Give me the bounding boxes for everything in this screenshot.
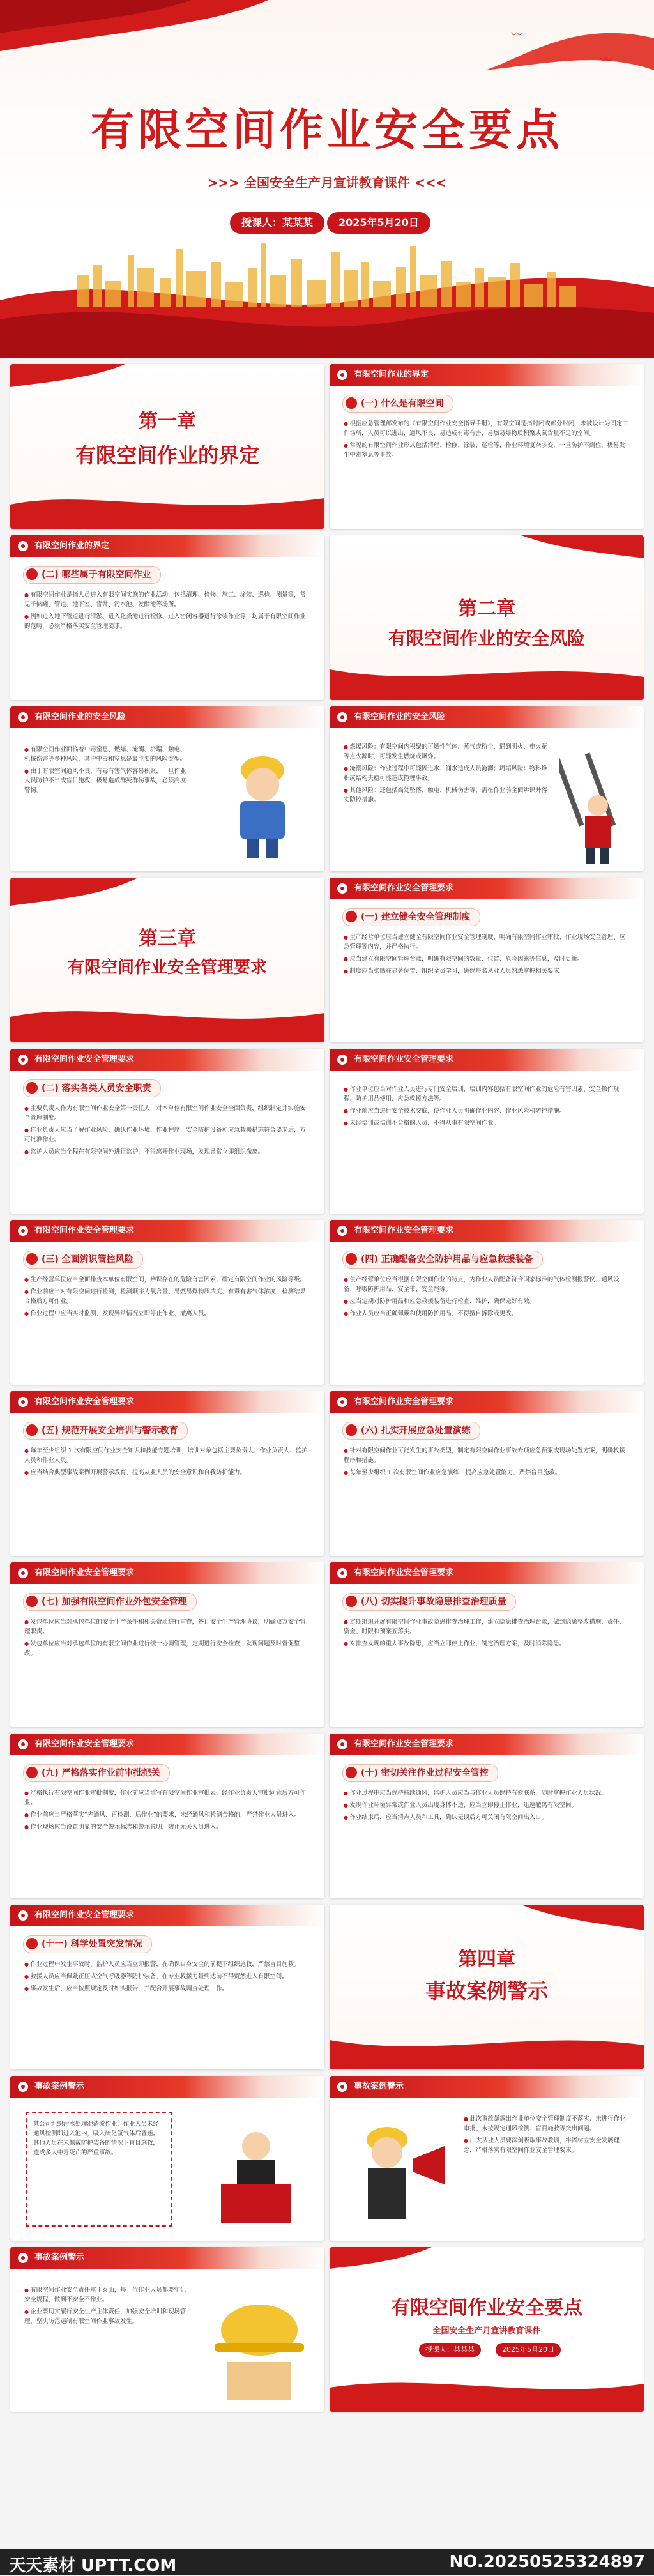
section-title-text: (十) 密切关注作业过程安全管控 xyxy=(361,1768,489,1778)
badge-icon xyxy=(337,712,347,722)
bullet-text: ● 生产经营单位应当根据有限空间作业的特点，为作业人员配备符合国家标准的气体检测报警仪、通风设备、呼吸防护用品、安全带、安全绳等。 xyxy=(344,1275,631,1294)
dot-icon xyxy=(346,1767,357,1778)
badge-icon xyxy=(18,1739,28,1749)
bullet-text: ● 其他风险：还包括高处坠落、触电、机械伤害等，需在作业前全面辨识并落实防控措施。 xyxy=(344,786,548,805)
bullet-text: ● 例如进入地下管道进行清淤、进入化粪池进行检修、进入密闭容器进行涂装作业等，均属于有限空间作业的范畴，必须严格落实安全管理要求。 xyxy=(24,612,312,631)
hero-subtitle: >>> 全国安全生产月宣讲教育课件 <<< xyxy=(207,175,447,190)
bullet-text: ● 生产经营单位应当建立健全有限空间作业安全管理制度，明确有限空间作业审批、作业现场安全管理、应急管理等内容，并严格执行。 xyxy=(344,933,631,952)
slide-header-title: 有限空间作业的界定 xyxy=(354,370,429,379)
badge-icon xyxy=(18,1226,28,1236)
section-title xyxy=(23,1079,161,1097)
section-title xyxy=(342,1764,498,1782)
slide-header xyxy=(10,1562,324,1584)
hero-cover xyxy=(0,0,654,358)
closing-slide xyxy=(330,2247,644,2412)
slide-header xyxy=(10,1391,324,1413)
badge-icon xyxy=(18,712,28,722)
section-title-text: (一) 建立健全安全管理制度 xyxy=(361,912,471,922)
section-title-text: (六) 扎实开展应急处置演练 xyxy=(361,1426,471,1436)
badge-icon xyxy=(18,1055,28,1065)
bullet-text: ● 作业现场应当设置明显的安全警示标志和警示说明，防止无关人员进入。 xyxy=(24,1822,312,1832)
chapter-2-card xyxy=(330,535,644,700)
bullet-text: ● 作业单位应当对作业人员进行专门安全培训，培训内容包括有限空间作业的危险有害因素、安全操作规程、防护用品使用、应急救援方法等。 xyxy=(344,1085,631,1104)
bullet-text: ● 应当建立有限空间管理台账，明确有限空间的数量、位置、危险因素等信息，及时更新。 xyxy=(344,954,631,964)
bullet-text: ● 燃爆风险：有限空间内积聚的可燃性气体、蒸气或粉尘，遇到明火、电火花等点火源时，可能发生燃烧或爆炸。 xyxy=(344,742,548,761)
badge-icon xyxy=(337,370,347,380)
worker-ladder-illustration xyxy=(559,745,636,866)
slide-body xyxy=(344,1788,631,1825)
speaker-badge: 授课人：某某某 xyxy=(230,212,324,234)
section-title xyxy=(23,1251,143,1269)
bullet-text: ● 广大从业人员要深刻吸取事故教训，牢固树立安全发展理念，严格落实有限空间作业安全管理要求。 xyxy=(464,2136,630,2155)
slide-header xyxy=(330,2076,644,2098)
slide-header xyxy=(10,706,324,728)
slide-body xyxy=(344,933,631,979)
watermark-bar xyxy=(0,2549,654,2575)
city-skyline xyxy=(0,230,654,307)
slide-1 xyxy=(330,364,644,529)
slide-header-title: 有限空间作业的安全风险 xyxy=(34,712,126,722)
section-title-text: (一) 什么是有限空间 xyxy=(361,399,444,409)
bullet-text: ● 监护人员应当全程在有限空间外进行监护，不得离开作业现场，发现异常立即组织撤离。 xyxy=(24,1147,312,1157)
badge-icon xyxy=(18,541,28,551)
slide-14 xyxy=(10,1734,324,1898)
slide-body xyxy=(24,1960,312,1996)
dot-icon xyxy=(26,1253,38,1265)
slide-header xyxy=(10,1905,324,1926)
slide-header-title: 有限空间作业安全管理要求 xyxy=(34,1739,135,1749)
badge-icon xyxy=(337,2082,347,2092)
chapter-title: 有限空间作业的界定 xyxy=(75,443,259,468)
slide-body xyxy=(344,419,631,462)
slide-header-title: 有限空间作业安全管理要求 xyxy=(34,1397,135,1406)
section-title-text: (七) 加强有限空间作业外包安全管理 xyxy=(42,1597,187,1607)
slide-header xyxy=(10,2247,324,2269)
bullet-text: ● 发包单位应当对承包单位的有限空间作业进行统一协调管理，定期进行安全检查，发现问题及时督促整改。 xyxy=(24,1639,312,1658)
slide-3 xyxy=(10,706,324,871)
slide-header-title: 有限空间作业安全管理要求 xyxy=(354,1739,454,1749)
dot-icon xyxy=(26,1938,38,1949)
slide-4 xyxy=(330,706,644,871)
chapter-number: 第二章 xyxy=(458,598,515,620)
slide-17 xyxy=(10,2076,324,2241)
bullet-text: ● 每年至少组织 1 次有限空间作业安全知识和技能专题培训，培训对象包括主要负责人、作业负责人、监护人员和作业人员。 xyxy=(24,1446,312,1465)
slide-header xyxy=(330,1049,644,1071)
bullet-text: ● 应当定期对防护用品和应急救援装备进行检查、维护，确保完好有效。 xyxy=(344,1297,631,1306)
slide-header-title: 有限空间作业安全管理要求 xyxy=(34,1055,135,1064)
bullet-text: ● 未经培训或培训不合格的人员，不得从事有限空间作业。 xyxy=(344,1118,631,1128)
bullet-text: ● 定期组织开展有限空间作业事故隐患排查治理工作，建立隐患排查治理台账，做到隐患整改措施、责任、资金、时限和预案五落实。 xyxy=(344,1617,631,1636)
slide-5 xyxy=(330,878,644,1042)
date-badge: 2025年5月20日 xyxy=(327,212,430,234)
slide-header-title: 有限空间作业安全管理要求 xyxy=(354,883,454,893)
slide-header-title: 有限空间作业安全管理要求 xyxy=(34,1226,135,1235)
chapter-number: 第一章 xyxy=(139,410,196,432)
bullet-text: ● 作业前应当严格落实“先通风、再检测、后作业”的要求，未经通风和检测合格的，严禁作业人员进入。 xyxy=(24,1810,312,1820)
bullet-text: ● 根据应急管理部发布的《有限空间作业安全指导手册》，有限空间是指封闭或部分封闭，未被设计为固定工作场所，人员可以进出，通风不良，易造成有毒有害、易燃易爆物质积聚或氧含量不足的空间。 xyxy=(344,419,631,438)
chapter-title: 有限空间作业的安全风险 xyxy=(388,628,585,649)
slide-header xyxy=(330,1391,644,1413)
bullet-text: ● 作业前应当对有限空间进行检测，检测顺序为氧含量、易燃易爆物质浓度、有毒有害气体浓度，检测结果合格后方可作业。 xyxy=(24,1287,312,1306)
slide-7 xyxy=(330,1049,644,1214)
slide-6 xyxy=(10,1049,324,1214)
slide-header-title: 有限空间作业安全管理要求 xyxy=(354,1055,454,1064)
slide-8 xyxy=(10,1220,324,1385)
dot-icon xyxy=(26,1424,38,1436)
section-title xyxy=(23,566,161,584)
slide-body xyxy=(344,1446,631,1480)
badge-icon xyxy=(18,1910,28,1921)
bullet-text: ● 此次事故暴露出作业单位安全管理制度不落实、未进行作业审批、未按规定通风检测、盲目施救等突出问题。 xyxy=(464,2114,630,2133)
slide-header-title: 有限空间作业的界定 xyxy=(34,541,110,551)
bullet-text: ● 制度应当张贴在显著位置，组织全员学习，确保每名从业人员熟悉掌握相关要求。 xyxy=(344,966,631,976)
slide-header xyxy=(330,364,644,386)
slide-9 xyxy=(330,1220,644,1385)
section-title xyxy=(23,1593,197,1611)
badge-icon xyxy=(337,883,347,894)
slide-header xyxy=(10,1734,324,1755)
section-title-text: (九) 严格落实作业前审批把关 xyxy=(42,1768,160,1778)
slide-body xyxy=(24,1788,312,1834)
chapter-title: 事故案例警示 xyxy=(425,1979,548,2003)
slide-19 xyxy=(10,2247,324,2412)
slide-header-title: 有限空间作业的安全风险 xyxy=(354,712,446,722)
closing-date-badge: 2025年5月20日 xyxy=(496,2343,561,2357)
section-title-text: (八) 切实提升事故隐患排查治理质量 xyxy=(361,1597,506,1607)
bullet-text: ● 主要负责人作为有限空间作业安全第一责任人，对本单位有限空间作业安全全面负责，组织制定并实施安全管理制度。 xyxy=(24,1104,312,1123)
bullet-text: ● 对排查发现的重大事故隐患，应当立即停止作业，制定治理方案，及时消除隐患。 xyxy=(344,1639,631,1649)
badge-icon xyxy=(18,2253,28,2263)
slide-header-title: 有限空间作业安全管理要求 xyxy=(354,1226,454,1235)
section-title xyxy=(342,1251,543,1269)
closing-speaker-badge: 授课人：某某某 xyxy=(419,2343,481,2357)
dot-icon xyxy=(346,1424,357,1436)
dot-icon xyxy=(346,911,357,922)
bird-icon: 〰 xyxy=(511,28,522,42)
slide-body xyxy=(24,1617,312,1661)
watermark-right: NO.20250525324897 xyxy=(449,2552,645,2572)
slide-header-title: 有限空间作业安全管理要求 xyxy=(34,1910,135,1920)
bullet-text: ● 常见的有限空间作业形式包括清理、检修、涂装、巡检等，作业环境复杂多变，一旦防护不到位，极易发生中毒窒息等事故。 xyxy=(344,441,631,460)
section-title-text: (三) 全面辨识管控风险 xyxy=(42,1254,133,1265)
bullet-text: ● 作业负责人应当了解作业风险，确认作业环境、作业程序、安全防护设备和应急救援措施符合要求后，方可批准作业。 xyxy=(24,1125,312,1145)
slide-header xyxy=(10,535,324,557)
chapter-3-card xyxy=(10,878,324,1042)
badge-icon xyxy=(337,1055,347,1065)
closing-title: 有限空间作业安全要点 xyxy=(391,2297,582,2319)
bullet-text: ● 有限空间作业面临着中毒窒息、燃爆、淹溺、坍塌、触电、机械伤害等多种风险，其中中毒和窒息是最主要的风险类型。 xyxy=(24,745,190,764)
chapter-1-card xyxy=(10,364,324,529)
hero-title: 有限空间作业安全要点 xyxy=(90,105,563,156)
section-title xyxy=(342,908,480,926)
slide-header xyxy=(330,706,644,728)
chapter-4-card xyxy=(330,1905,644,2069)
slide-body xyxy=(344,742,548,807)
bullet-text: ● 作业人员应当正确佩戴和使用防护用品，不得擅自拆除或更改。 xyxy=(344,1309,631,1318)
slide-header-title: 有限空间作业安全管理要求 xyxy=(34,1568,135,1578)
case-text: 某公司组织污水处理池清淤作业，作业人员未经通风检测即进入池内，吸入硫化氢气体后昏迷。其他人员在未佩戴防护装备的情况下盲目施救，造成多人中毒死亡的严重事故。 xyxy=(33,2121,159,2156)
chapter-number: 第三章 xyxy=(139,927,196,950)
bullet-text: ● 作业过程中发生事故时，监护人员应当立即报警，在确保自身安全的前提下组织施救，严禁盲目施救。 xyxy=(24,1960,312,1969)
slide-11 xyxy=(330,1391,644,1556)
slide-body xyxy=(24,745,190,798)
section-title-text: (四) 正确配备安全防护用品与应急救援装备 xyxy=(361,1254,533,1265)
bullet-text: ● 作业过程中应当实时监测，发现异常情况立即停止作业、撤离人员。 xyxy=(24,1309,312,1318)
slide-12 xyxy=(10,1562,324,1727)
bullet-text: ● 事故发生后，应当按照规定及时如实报告，并配合开展事故调查处理工作。 xyxy=(24,1984,312,1993)
slide-body xyxy=(344,1275,631,1321)
slide-16 xyxy=(10,1905,324,2069)
slide-body xyxy=(24,590,312,634)
watermark-left: 天天素材 UPTT.COM xyxy=(9,2556,177,2575)
closing-subtitle: 全国安全生产月宣讲教育课件 xyxy=(432,2326,541,2336)
dot-icon xyxy=(346,1596,357,1607)
dot-icon xyxy=(26,1767,38,1778)
slide-body xyxy=(464,2114,630,2158)
badge-icon xyxy=(18,1397,28,1407)
bullet-text: ● 由于有限空间通风不良，有毒有害气体容易积聚，一旦作业人员防护不当或盲目施救，极易造成群死群伤事故，必须高度警惕。 xyxy=(24,766,190,795)
chapter-title: 有限空间作业安全管理要求 xyxy=(67,958,267,977)
section-title-text: (二) 哪些属于有限空间作业 xyxy=(42,570,151,580)
badge-icon xyxy=(337,1397,347,1407)
hardhat-illustration xyxy=(208,2292,310,2407)
section-title xyxy=(23,1422,188,1440)
slide-13 xyxy=(330,1562,644,1727)
bullet-text: ● 作业结束后，应当清点人员和工具，确认无误后方可关闭有限空间出入口。 xyxy=(344,1813,631,1822)
case-box xyxy=(26,2112,172,2227)
dot-icon xyxy=(346,1253,357,1265)
section-title-text: (五) 规范开展安全培训与警示教育 xyxy=(42,1426,178,1436)
bullet-text: ● 严格执行有限空间作业审批制度，作业前应当填写有限空间作业审批表，经作业负责人审批同意后方可作业。 xyxy=(24,1788,312,1808)
slide-header xyxy=(10,2076,324,2098)
bullet-text: ● 发包单位应当对承包单位的安全生产条件和相关资质进行审查，签订安全生产管理协议，明确双方安全管理职责。 xyxy=(24,1617,312,1636)
section-title xyxy=(342,1422,480,1440)
slide-header-title: 事故案例警示 xyxy=(34,2253,85,2262)
bullet-text: ● 有限空间作业安全责任重于泰山，每一位作业人员都要牢记安全规程，做到不安全不作业。 xyxy=(24,2285,190,2305)
section-title xyxy=(23,1764,170,1782)
chapter-number: 第四章 xyxy=(458,1948,515,1970)
slide-header-title: 有限空间作业安全管理要求 xyxy=(354,1568,454,1578)
speaker-podium-illustration xyxy=(202,2121,310,2229)
bullet-text: ● 针对有限空间作业可能发生的事故类型，制定有限空间作业事故专项应急预案或现场处置方案，明确救援程序和措施。 xyxy=(344,1446,631,1465)
bullet-text: ● 淹溺风险：作业过程中可能因进水、涌水造成人员淹溺；坍塌风险：物料堆积或结构失稳可能造成掩埋事故。 xyxy=(344,764,548,783)
bullet-text: ● 救援人员应当佩戴正压式空气呼吸器等防护装备，在专业救援力量到达前不得贸然进入有限空间。 xyxy=(24,1972,312,1981)
slide-body xyxy=(24,2285,190,2329)
slide-header xyxy=(330,1734,644,1755)
section-title xyxy=(342,1593,516,1611)
slide-header xyxy=(10,1049,324,1071)
slide-header-title: 事故案例警示 xyxy=(34,2082,85,2091)
bird-icon: 〰 xyxy=(600,54,612,67)
slide-header-title: 有限空间作业安全管理要求 xyxy=(354,1397,454,1406)
dot-icon xyxy=(26,1596,38,1607)
section-title xyxy=(23,1935,152,1953)
megaphone-worker-illustration xyxy=(342,2114,451,2236)
section-title-text: (十一) 科学处置突发情况 xyxy=(42,1939,142,1949)
slide-10 xyxy=(10,1391,324,1556)
section-title xyxy=(342,395,453,413)
slide-header xyxy=(10,1220,324,1242)
bullet-text: ● 有限空间作业是指人员进入有限空间实施的作业活动，包括清理、检修、施工、涂装、巡检、测量等，常见于储罐、管道、地下室、窨井、污水池、发酵池等场所。 xyxy=(24,590,312,609)
section-title-text: (二) 落实各类人员安全职责 xyxy=(42,1083,151,1094)
dot-icon xyxy=(26,568,38,580)
slide-body xyxy=(24,1275,312,1321)
slide-header xyxy=(330,878,644,899)
slide-15 xyxy=(330,1734,644,1898)
dot-icon xyxy=(26,1082,38,1094)
slide-header xyxy=(330,1562,644,1584)
bullet-text: ● 应当结合典型事故案例开展警示教育，提高从业人员的安全意识和自我防护能力。 xyxy=(24,1468,312,1477)
slide-body xyxy=(344,1617,631,1651)
slide-body xyxy=(24,1104,312,1159)
badge-icon xyxy=(337,1739,347,1749)
bullet-text: ● 生产经营单位应当全面排查本单位有限空间，辨识存在的危险有害因素，确定有限空间作业的风险等级。 xyxy=(24,1275,312,1284)
slide-2 xyxy=(10,535,324,700)
bullet-text: ● 发现作业环境异常或作业人员出现身体不适，应当立即停止作业，迅速撤离有限空间。 xyxy=(344,1801,631,1810)
slide-18 xyxy=(330,2076,644,2241)
bullet-text: ● 每年至少组织 1 次有限空间作业应急演练，提高应急处置能力，严禁盲目施救。 xyxy=(344,1468,631,1477)
bullet-text: ● 企业要切实履行安全生产主体责任，加强安全培训和现场管理，坚决防范遏制有限空间作业事故发生。 xyxy=(24,2307,190,2326)
slide-header-title: 事故案例警示 xyxy=(354,2082,404,2091)
slide-header xyxy=(330,1220,644,1242)
badge-icon xyxy=(18,1568,28,1578)
bullet-text: ● 作业前应当进行安全技术交底，使作业人员明确作业内容、作业风险和防控措施。 xyxy=(344,1106,631,1116)
dot-icon xyxy=(346,397,357,409)
worker-illustration xyxy=(221,745,304,860)
badge-icon xyxy=(18,2082,28,2092)
badge-icon xyxy=(337,1568,347,1578)
slide-body xyxy=(344,1085,631,1131)
bullet-text: ● 作业过程中应当保持持续通风，监护人员应当与作业人员保持有效联系，随时掌握作业人员状况。 xyxy=(344,1788,631,1798)
slide-body xyxy=(24,1446,312,1480)
badge-icon xyxy=(337,1226,347,1236)
